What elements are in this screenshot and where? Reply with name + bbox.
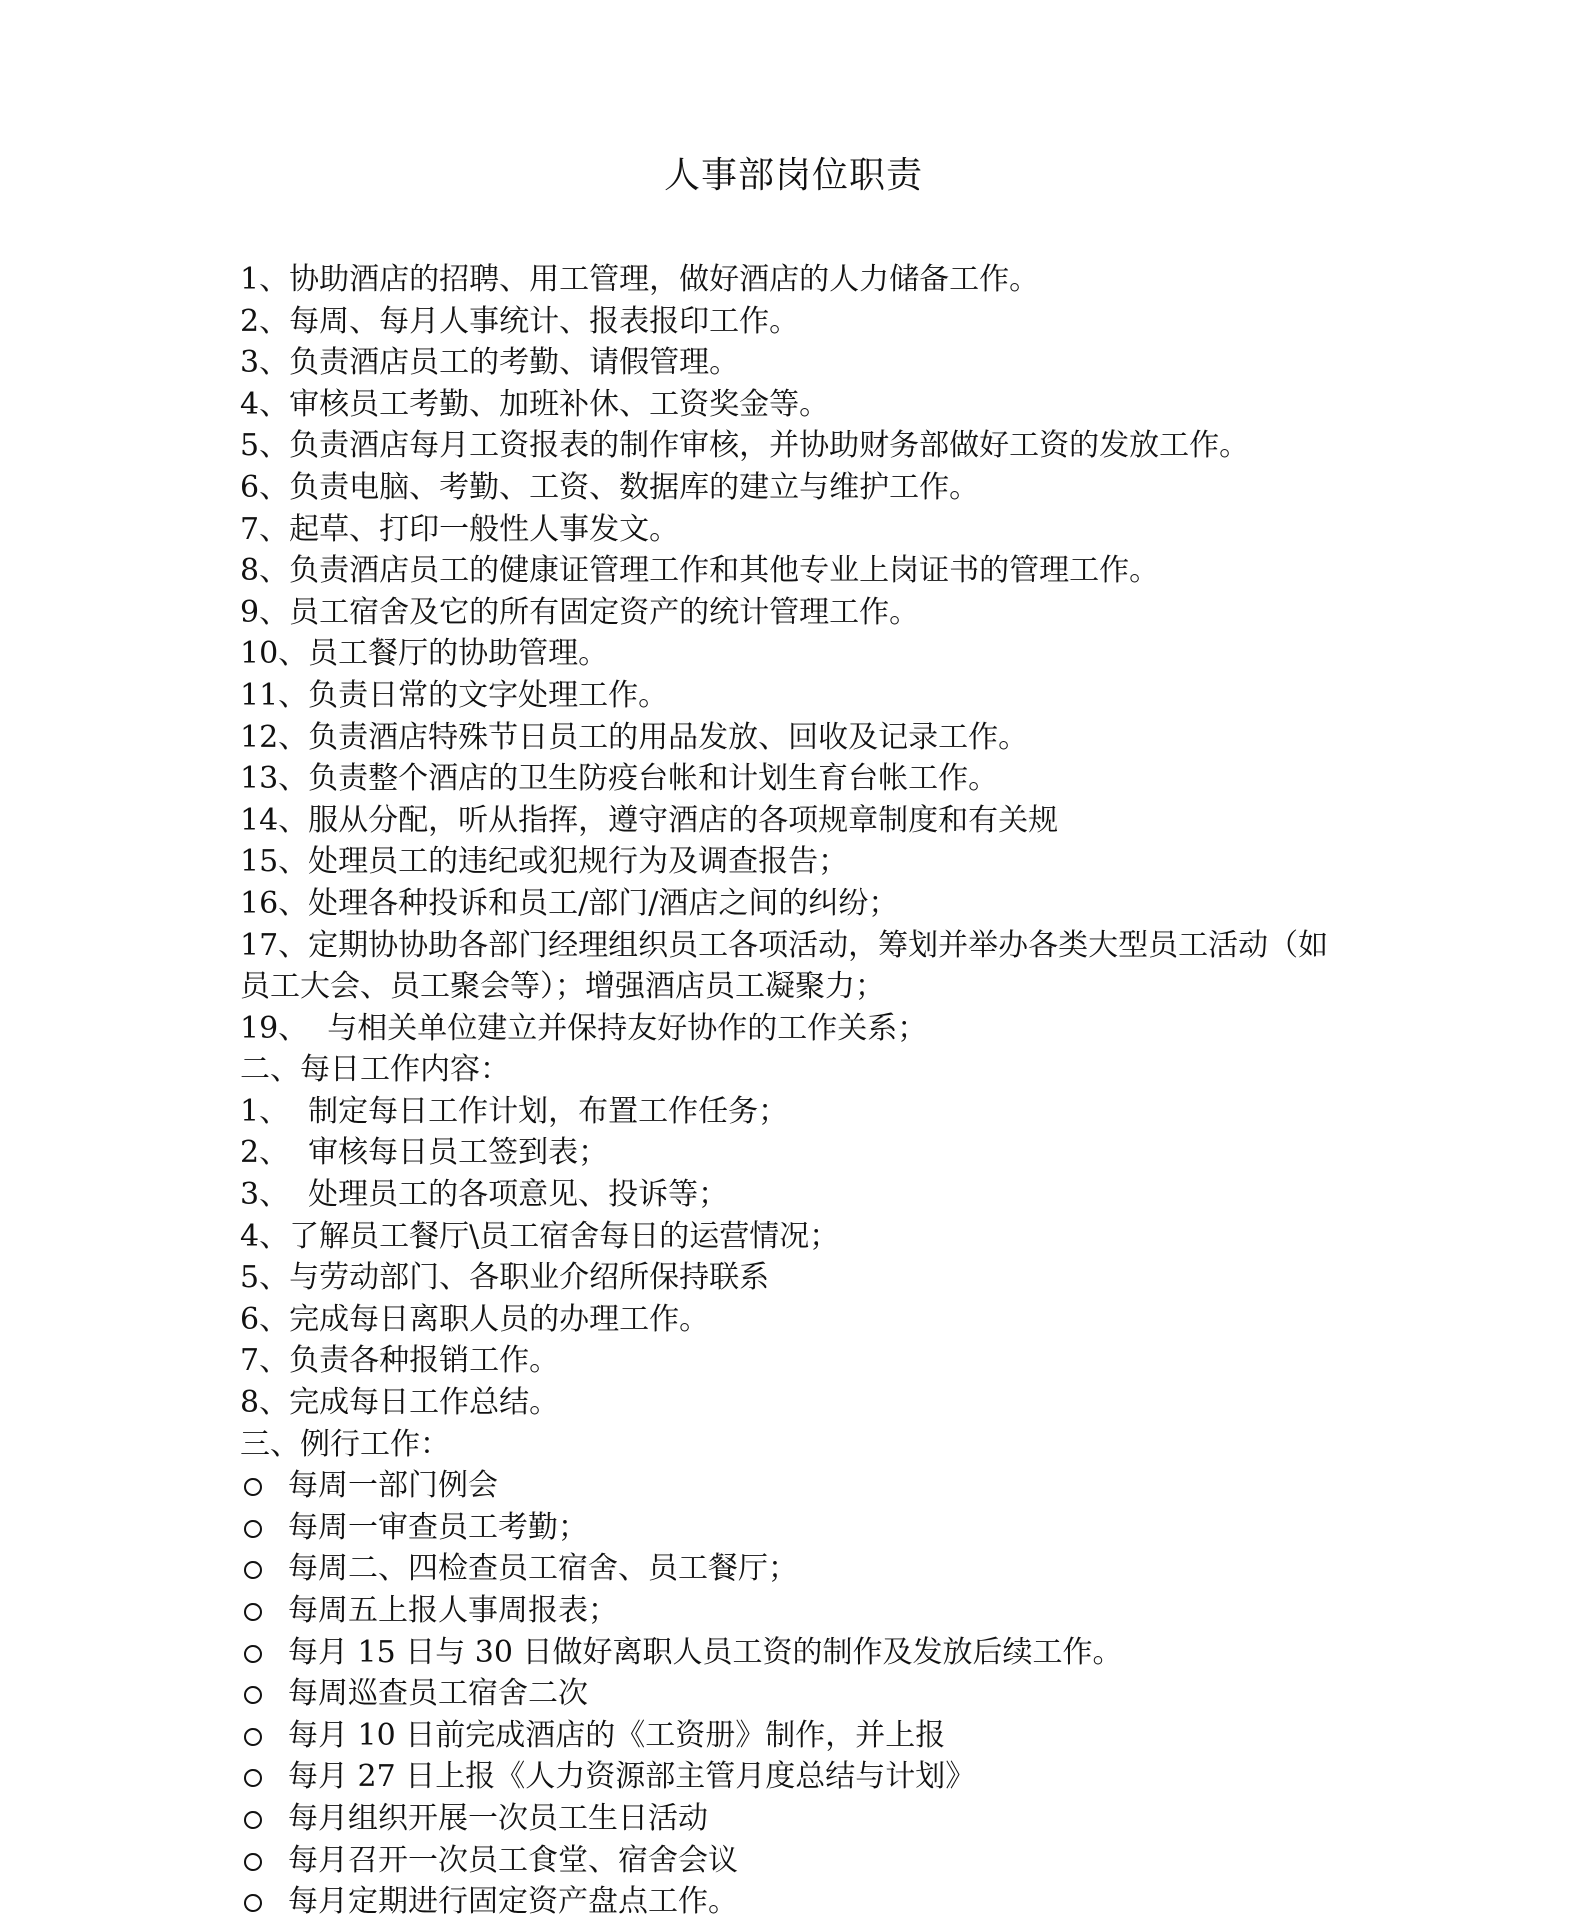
text-line: 12、负责酒店特殊节日员工的用品发放、回收及记录工作。 [240,719,1029,755]
text-line: 7、负责各种报销工作。 [240,1343,560,1379]
circle-bullet-icon [244,1853,262,1871]
text-line: 2、每周、每月人事统计、报表报印工作。 [240,303,800,339]
document-title: 人事部岗位职责 [663,155,923,196]
circle-bullet-icon [244,1603,262,1621]
text-line: 10、员工餐厅的协助管理。 [240,636,609,672]
text-line: 13、负责整个酒店的卫生防疫台帐和计划生育台帐工作。 [240,761,999,797]
section-heading: 二、每日工作内容： [240,1052,510,1088]
list-item [240,1840,1360,1882]
list-item-text: 每月 15 日与 30 日做好离职人员工资的制作及发放后续工作。 [288,1634,1123,1670]
list-item [240,1548,1360,1590]
text-line: 9、员工宿舍及它的所有固定资产的统计管理工作。 [240,594,920,630]
list-item [240,1673,1360,1715]
list-item-text: 每周五上报人事周报表； [288,1593,618,1628]
text-line: 11、负责日常的文字处理工作。 [240,677,669,713]
list-item-text: 每月组织开展一次员工生日活动 [288,1800,708,1836]
list-item-text: 每周一部门例会 [288,1468,498,1504]
text-line: 14、服从分配，听从指挥，遵守酒店的各项规章制度和有关规 [240,802,1059,838]
text-line: 4、审核员工考勤、加班补休、工资奖金等。 [240,386,830,422]
list-item [240,1881,1360,1923]
circle-bullet-icon [244,1520,262,1538]
list-item [240,1632,1360,1674]
document-body [240,259,1360,1923]
list-item-text: 每月 27 日上报《人力资源部主管月度总结与计划》 [288,1759,976,1795]
list-item [240,1715,1360,1757]
text-line: 员工大会、员工聚会等）；增强酒店员工凝聚力； [240,969,885,1005]
text-line: 3、负责酒店员工的考勤、请假管理。 [240,345,740,381]
list-item-text: 每周一审查员工考勤； [288,1509,588,1545]
circle-bullet-icon [244,1645,262,1663]
text-line: 5、负责酒店每月工资报表的制作审核，并协助财务部做好工资的发放工作。 [240,428,1250,464]
text-line: 1、 制定每日工作计划，布置工作任务； [240,1093,789,1129]
text-line: 17、定期协协助各部门经理组织员工各项活动，筹划并举办各类大型员工活动（如 [240,927,1329,963]
list-item [240,1798,1360,1840]
text-line: 16、处理各种投诉和员工/部门/酒店之间的纠纷； [240,885,899,921]
list-item-text: 每周巡查员工宿舍二次 [288,1676,588,1712]
list-item [240,1507,1360,1549]
text-line: 3、 处理员工的各项意见、投诉等； [240,1177,729,1213]
text-line: 8、负责酒店员工的健康证管理工作和其他专业上岗证书的管理工作。 [240,553,1160,589]
circle-bullet-icon [244,1769,262,1787]
text-line: 1、协助酒店的招聘、用工管理，做好酒店的人力储备工作。 [240,262,1040,297]
circle-bullet-icon [244,1478,262,1496]
list-item-text: 每月 10 日前完成酒店的《工资册》制作，并上报 [288,1717,946,1753]
circle-bullet-icon [244,1811,262,1829]
circle-bullet-icon [244,1561,262,1579]
text-line: 15、处理员工的违纪或犯规行为及调查报告； [240,844,849,880]
circle-bullet-icon [244,1728,262,1746]
list-item-text: 每月召开一次员工食堂、宿舍会议 [288,1842,738,1878]
text-line: 7、起草、打印一般性人事发文。 [240,511,680,547]
circle-bullet-icon [244,1686,262,1704]
list-item [240,1465,1360,1507]
text-line: 8、完成每日工作总结。 [240,1385,560,1421]
list-item [240,1590,1360,1632]
text-line: 5、与劳动部门、各职业介绍所保持联系 [240,1260,770,1296]
text-line: 19、 与相关单位建立并保持友好协作的工作关系； [240,1010,928,1046]
list-item-text: 每月定期进行固定资产盘点工作。 [288,1884,738,1920]
list-item-text: 每周二、四检查员工宿舍、员工餐厅； [288,1551,798,1587]
text-line: 4、了解员工餐厅\员工宿舍每日的运营情况； [240,1218,840,1254]
list-item [240,1756,1360,1798]
text-line: 6、完成每日离职人员的办理工作。 [240,1301,710,1337]
circle-bullet-icon [244,1894,262,1912]
text-line: 2、 审核每日员工签到表； [240,1135,609,1171]
section-heading: 三、例行工作： [240,1426,450,1462]
text-line: 6、负责电脑、考勤、工资、数据库的建立与维护工作。 [240,469,980,505]
